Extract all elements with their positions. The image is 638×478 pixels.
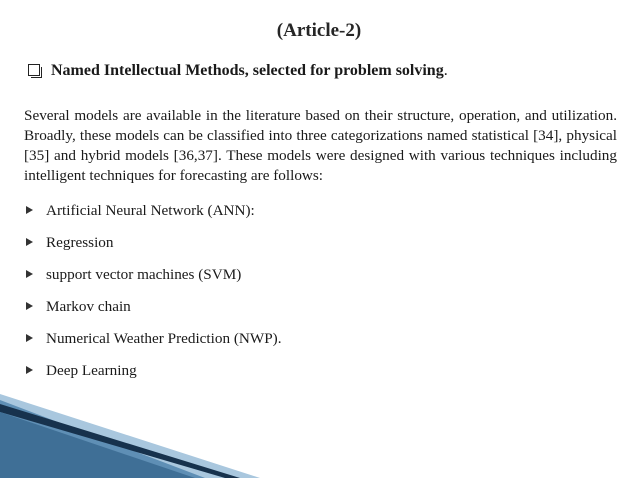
list-item (26, 259, 282, 291)
list-item-label: Artificial Neural Network (ANN): (46, 202, 255, 219)
list-item (26, 355, 282, 387)
list-item (26, 323, 282, 355)
section-heading (28, 62, 448, 80)
list-item-label: Deep Learning (46, 362, 137, 379)
list-item-label: Regression (46, 234, 114, 251)
list-item-label: Markov chain (46, 298, 131, 315)
arrow-bullet-icon (26, 366, 33, 374)
body-paragraph: Several models are available in the literature based on their structure, operation, and utilization. Broadly, these models can be classified into three categorizations named statistical [34], physical [35] and hybrid models [36,37]. These models were designed with various techniques including intelligent techniques for forecasting are follows: (24, 107, 617, 184)
section-heading-text: Named Intellectual Methods, selected for problem solving (51, 62, 444, 79)
arrow-bullet-icon (26, 238, 33, 246)
arrow-bullet-icon (26, 334, 33, 342)
corner-decoration (0, 390, 638, 478)
method-list (26, 195, 282, 387)
list-item-label: Numerical Weather Prediction (NWP). (46, 330, 282, 347)
arrow-bullet-icon (26, 206, 33, 214)
list-item-label: support vector machines (SVM) (46, 266, 242, 283)
arrow-bullet-icon (26, 302, 33, 310)
slide-title: (Article-2) (276, 20, 362, 41)
arrow-bullet-icon (26, 270, 33, 278)
square-bullet-icon (28, 64, 40, 76)
section-heading-period: . (443, 62, 448, 79)
list-item (26, 291, 282, 323)
list-item (26, 227, 282, 259)
list-item (26, 195, 282, 227)
